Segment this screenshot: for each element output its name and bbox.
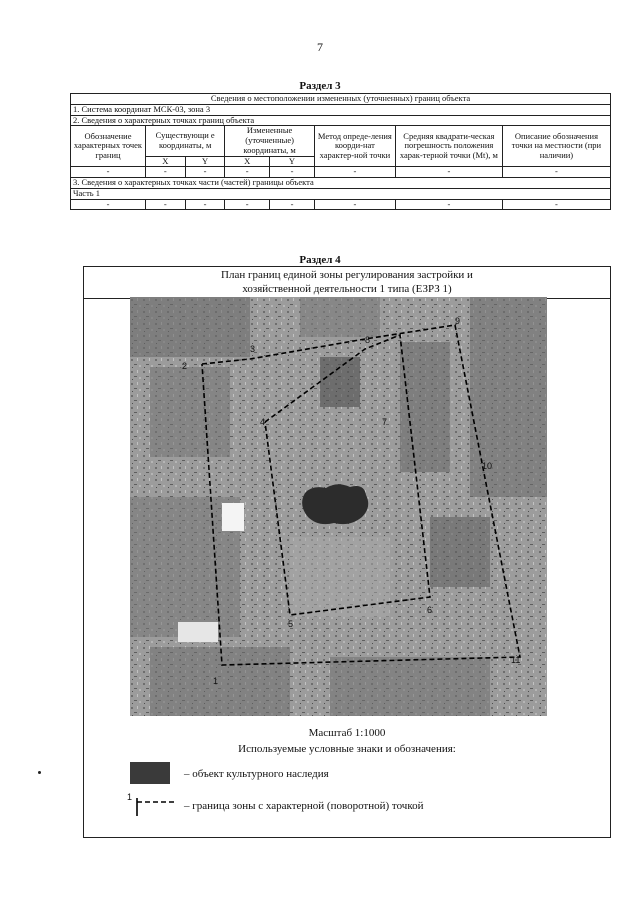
map-scale: Масштаб 1:1000 xyxy=(308,727,386,739)
header-existing-x: X xyxy=(146,156,186,167)
table-cell: - xyxy=(71,199,146,210)
part-label: Часть 1 xyxy=(71,188,611,199)
table-cell: - xyxy=(314,167,395,178)
header-method: Метод опреде-ления коорди-нат характер-ной точки xyxy=(314,126,395,167)
table-cell: - xyxy=(502,167,610,178)
section-4-title: Раздел 4 xyxy=(299,254,341,266)
legend-boundary-label: – граница зоны с характерной (поворотной) точкой xyxy=(184,800,424,812)
page-number: 7 xyxy=(317,40,323,54)
table-cell: - xyxy=(185,199,225,210)
header-existing-y: Y xyxy=(185,156,225,167)
aerial-map xyxy=(130,297,547,716)
section-3-table xyxy=(70,93,611,210)
header-changed-x: X xyxy=(225,156,270,167)
point-label-4: 4 xyxy=(260,417,266,427)
header-description: Описание обозначения точки на местности (при наличии) xyxy=(502,126,610,167)
heritage-object-swatch-icon xyxy=(130,762,170,784)
plan-title-line-1: План границ единой зоны регулирования застройки и xyxy=(221,269,473,281)
table-cell: - xyxy=(270,167,315,178)
header-existing-coords: Существующи е координаты, м xyxy=(146,126,225,156)
table-cell: - xyxy=(314,199,395,210)
heritage-object-shape xyxy=(302,484,368,524)
table-cell: - xyxy=(71,167,146,178)
header-changed-y: Y xyxy=(270,156,315,167)
header-error: Средняя квадрати-ческая погрешность положения харак-терной точки (Мt), м xyxy=(395,126,502,167)
point-label-8: 8 xyxy=(365,335,371,345)
scan-artifact xyxy=(38,771,41,774)
legend-title: Используемые условные знаки и обозначения: xyxy=(238,743,456,755)
table-cell: - xyxy=(395,199,502,210)
header-designation: Обозначение характерных точек границ xyxy=(71,126,146,167)
table-cell: - xyxy=(395,167,502,178)
plan-title xyxy=(84,267,610,299)
header-changed-coords: Измененные (уточненные) координаты, м xyxy=(225,126,315,156)
point-label-6: 6 xyxy=(427,605,433,615)
table-cell: - xyxy=(146,199,186,210)
plan-title-line-2: хозяйственной деятельности 1 типа (ЕЗРЗ 1) xyxy=(242,283,452,295)
table-cell: - xyxy=(185,167,225,178)
boundary-points-row: 2. Сведения о характерных точках границ объекта xyxy=(71,115,611,126)
table-cell: - xyxy=(146,167,186,178)
table-cell: - xyxy=(225,167,270,178)
legend-point-label: 1 xyxy=(127,792,133,802)
part-points-row: 3. Сведения о характерных точках части (частей) границы объекта xyxy=(71,178,611,189)
point-label-3: 3 xyxy=(250,344,256,354)
table-cell: - xyxy=(225,199,270,210)
zone-boundary-line-icon xyxy=(127,790,177,818)
section-3-title: Раздел 3 xyxy=(299,80,341,92)
point-label-9: 9 xyxy=(455,316,461,326)
point-label-1: 1 xyxy=(213,676,219,686)
table-cell: - xyxy=(270,199,315,210)
table-cell: - xyxy=(502,199,610,210)
point-label-7: 7 xyxy=(382,417,388,427)
point-label-5: 5 xyxy=(288,619,294,629)
point-label-11: 11 xyxy=(511,655,521,665)
table-title: Сведения о местоположении измененных (уточненных) границ объекта xyxy=(71,94,611,105)
point-label-2: 2 xyxy=(182,361,188,371)
point-label-10: 10 xyxy=(482,461,493,471)
map-drawing xyxy=(130,297,547,716)
legend-heritage-label: – объект культурного наследия xyxy=(184,768,329,780)
coordinate-system-row: 1. Система координат МСК-03, зона 3 xyxy=(71,104,611,115)
